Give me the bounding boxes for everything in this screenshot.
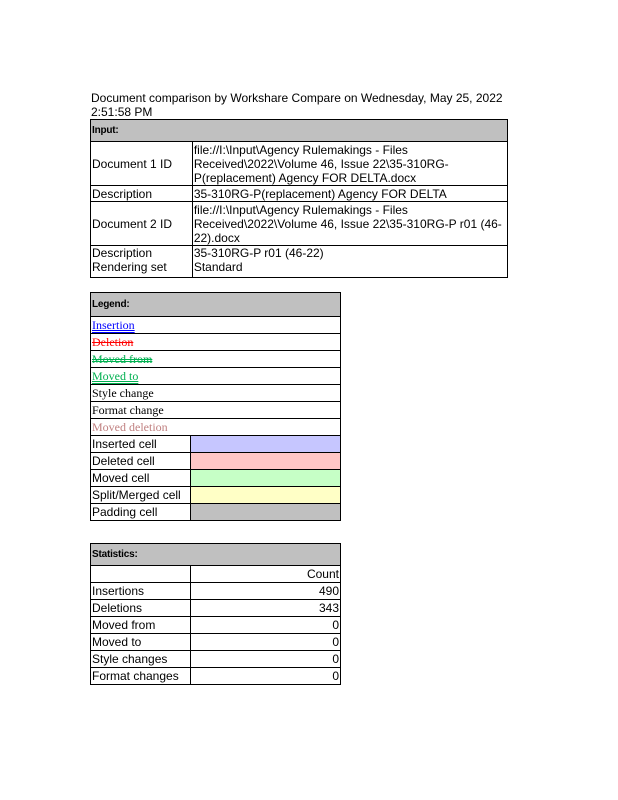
legend-row — [91, 368, 341, 385]
stat-format-changes-label: Format changes — [91, 668, 191, 685]
stat-insertions-count: 490 — [190, 583, 340, 600]
statistics-row — [91, 668, 341, 685]
legend-row — [91, 436, 341, 453]
document-1-id-label: Document 1 ID — [91, 142, 193, 186]
input-row — [91, 246, 508, 278]
legend-deletion — [91, 334, 341, 351]
stat-moved-to-label: Moved to — [91, 634, 191, 651]
statistics-header-row — [91, 566, 341, 583]
legend-row — [91, 317, 341, 334]
legend-inserted-cell-swatch — [190, 436, 340, 453]
legend-moved-cell-swatch — [190, 470, 340, 487]
stat-format-changes-count: 0 — [190, 668, 340, 685]
stat-style-changes-label: Style changes — [91, 651, 191, 668]
legend-padding-cell-swatch — [190, 504, 340, 521]
statistics-heading-row — [91, 544, 341, 566]
legend-style-change — [91, 385, 341, 402]
input-row — [91, 142, 508, 186]
statistics-row — [91, 600, 341, 617]
statistics-blank-header — [91, 566, 191, 583]
legend-row — [91, 351, 341, 368]
legend-moved-cell-label: Moved cell — [91, 470, 191, 487]
stat-moved-from-label: Moved from — [91, 617, 191, 634]
input-row — [91, 186, 508, 202]
statistics-heading: Statistics: — [91, 544, 341, 566]
legend-moved-to-label: Moved to — [92, 369, 139, 383]
legend-row — [91, 453, 341, 470]
legend-row — [91, 334, 341, 351]
rendering-set-label: Rendering set — [92, 260, 167, 274]
legend-deleted-cell-label: Deleted cell — [91, 453, 191, 470]
stat-deletions-label: Deletions — [91, 600, 191, 617]
stat-moved-from-count: 0 — [190, 617, 340, 634]
legend-row — [91, 504, 341, 521]
document-2-id-label: Document 2 ID — [91, 202, 193, 246]
legend-row — [91, 487, 341, 504]
description-1-value: 35-310RG-P(replacement) Agency FOR DELTA — [192, 186, 507, 202]
description-2-value: 35-310RG-P r01 (46-22) — [193, 246, 324, 260]
document-title: Document comparison by Workshare Compare on Wednesday, May 25, 2022 2:51:58 PM — [91, 91, 503, 119]
legend-moved-deletion-label: Moved deletion — [92, 420, 168, 434]
description-2-label: Description — [92, 246, 153, 260]
legend-moved-from — [91, 351, 341, 368]
legend-row — [91, 470, 341, 487]
stat-deletions-count: 343 — [190, 600, 340, 617]
description-rendering-value-cell — [192, 246, 507, 278]
legend-inserted-cell-label: Inserted cell — [91, 436, 191, 453]
stat-style-changes-count: 0 — [190, 651, 340, 668]
input-row — [91, 202, 508, 246]
legend-style-change-label: Style change — [92, 386, 154, 400]
statistics-count-header: Count — [190, 566, 340, 583]
statistics-row — [91, 634, 341, 651]
document-2-id-value: file://I:\Input\Agency Rulemakings - Files Received\2022\Volume 46, Issue 22\35-310RG-P r01 (46-22).docx — [192, 202, 507, 246]
legend-deletion-label: Deletion — [92, 335, 134, 349]
statistics-row — [91, 583, 341, 600]
legend-table — [90, 292, 341, 521]
legend-insertion-label: Insertion — [92, 318, 135, 332]
legend-padding-cell-label: Padding cell — [91, 504, 191, 521]
input-heading-row — [91, 120, 508, 142]
legend-moved-from-label: Moved from — [92, 352, 153, 366]
legend-moved-deletion — [91, 419, 341, 436]
legend-insertion — [91, 317, 341, 334]
description-rendering-label-cell — [91, 246, 193, 278]
statistics-row — [91, 651, 341, 668]
legend-split-merged-cell-label: Split/Merged cell — [91, 487, 191, 504]
legend-deleted-cell-swatch — [190, 453, 340, 470]
legend-format-change — [91, 402, 341, 419]
legend-row — [91, 419, 341, 436]
legend-heading: Legend: — [91, 293, 341, 317]
legend-row — [91, 402, 341, 419]
legend-heading-row — [91, 293, 341, 317]
legend-row — [91, 385, 341, 402]
document-1-id-value: file://I:\Input\Agency Rulemakings - Files Received\2022\Volume 46, Issue 22\35-310RG-P(replacement) Agency FOR DELTA.docx — [192, 142, 507, 186]
statistics-row — [91, 617, 341, 634]
description-1-label: Description — [91, 186, 193, 202]
stat-moved-to-count: 0 — [190, 634, 340, 651]
stat-insertions-label: Insertions — [91, 583, 191, 600]
rendering-set-value: Standard — [193, 260, 243, 274]
input-table — [90, 119, 508, 278]
legend-format-change-label: Format change — [92, 403, 164, 417]
legend-split-merged-cell-swatch — [190, 487, 340, 504]
input-heading: Input: — [91, 120, 508, 142]
legend-moved-to — [91, 368, 341, 385]
statistics-table — [90, 543, 341, 685]
